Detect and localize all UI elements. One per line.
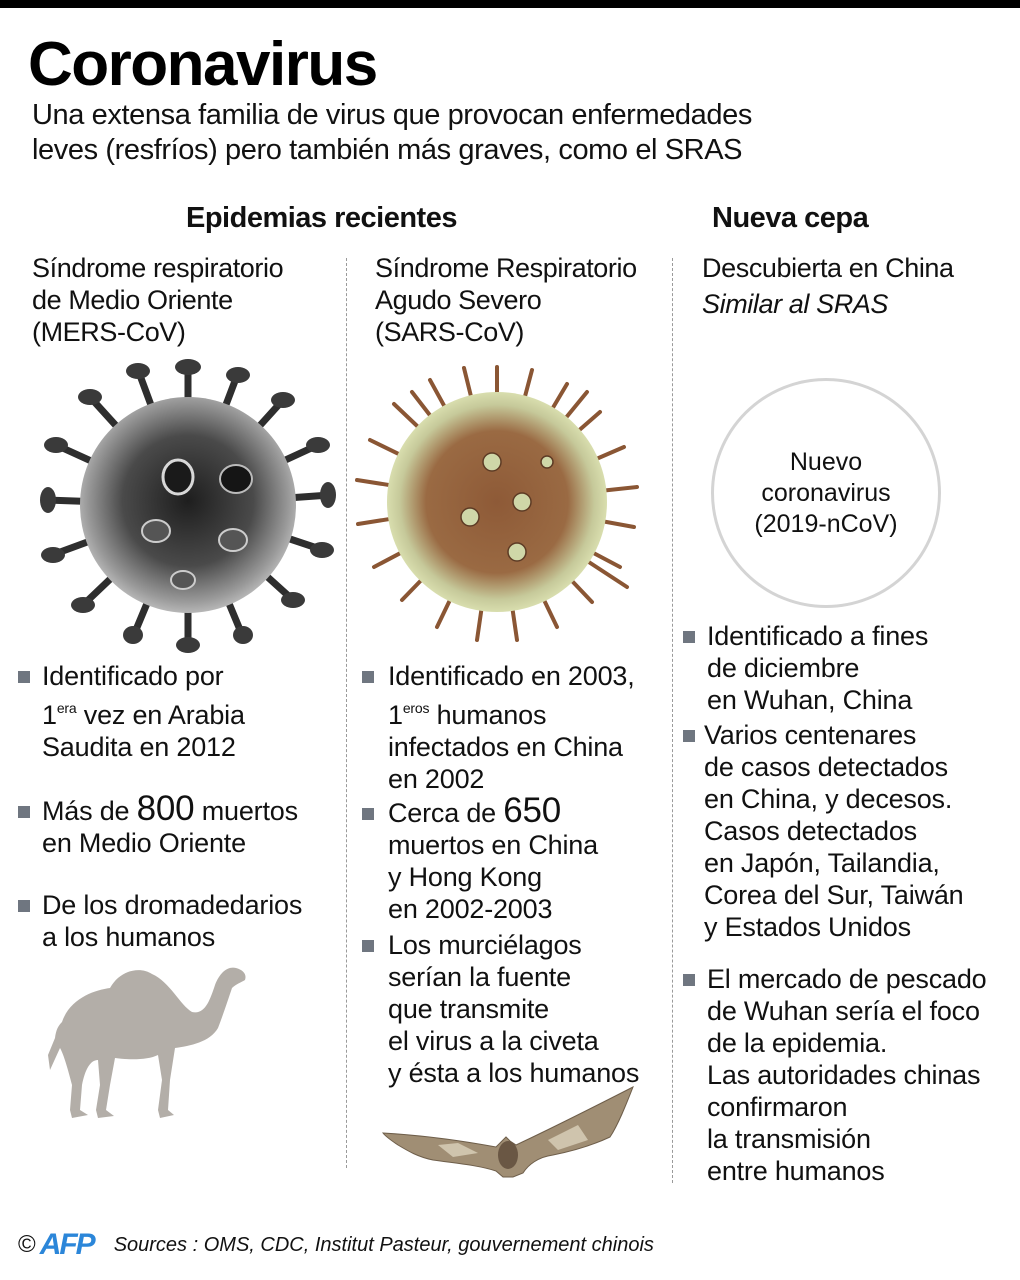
fact-text: Corea del Sur, Taiwán — [704, 880, 964, 910]
list-item — [18, 660, 338, 763]
fact-text: Los murciélagos — [388, 930, 582, 960]
fact-text: Cerca de — [388, 798, 504, 828]
fact-text: Identificado por — [42, 661, 224, 691]
section-heading-recent-epidemics: Epidemias recientes — [186, 202, 457, 234]
column-divider-1 — [346, 258, 347, 1168]
sources-credit: Sources : OMS, CDC, Institut Pasteur, gouvernement chinois — [113, 1233, 654, 1256]
bullet-square-icon — [683, 631, 695, 643]
camel-icon — [40, 960, 250, 1125]
fact-text: Las autoridades chinas — [707, 1060, 981, 1090]
subtitle-line-1: Una extensa familia de virus que provocan enfermedades — [32, 99, 752, 131]
bullet-square-icon — [362, 940, 374, 952]
fact-text: en China, y decesos. — [704, 784, 953, 814]
fact-text: infectados en China — [388, 732, 623, 762]
bullet-square-icon — [683, 730, 695, 742]
fact-text: la transmisión — [707, 1124, 871, 1154]
sars-heading-line: (SARS-CoV) — [375, 317, 525, 347]
new-strain-facts-list — [683, 620, 1013, 1187]
fact-text: y ésta a los humanos — [388, 1058, 640, 1088]
bullet-square-icon — [18, 671, 30, 683]
sars-heading-line: Síndrome Respiratorio — [375, 253, 637, 283]
sars-virus-image — [352, 362, 642, 642]
bullet-square-icon — [362, 808, 374, 820]
fact-text: confirmaron — [707, 1092, 848, 1122]
mers-virus-image — [38, 355, 338, 655]
fact-text: y Estados Unidos — [704, 912, 911, 942]
circle-label-line: (2019-nCoV) — [754, 509, 898, 538]
fact-text: 1 — [388, 700, 403, 730]
fact-text: 1 — [42, 700, 57, 730]
column-divider-2 — [672, 258, 673, 1183]
death-count: 650 — [503, 791, 562, 830]
list-item — [362, 660, 672, 795]
fact-text: en Japón, Tailandia, — [704, 848, 940, 878]
fact-text: serían la fuente — [388, 962, 571, 992]
bullet-square-icon — [18, 806, 30, 818]
bullet-square-icon — [362, 671, 374, 683]
fact-text: en Medio Oriente — [42, 828, 246, 858]
copyright-icon: © — [18, 1231, 36, 1258]
sars-heading — [375, 252, 637, 348]
list-item — [683, 719, 1013, 943]
fact-text: muertos en China — [388, 830, 598, 860]
bullet-square-icon — [18, 900, 30, 912]
fact-text: El mercado de pescado — [707, 964, 987, 994]
mers-facts-list — [18, 660, 338, 953]
top-bar — [0, 0, 1020, 8]
fact-text: Saudita en 2012 — [42, 732, 236, 762]
fact-text: muertos — [194, 796, 298, 826]
list-item — [362, 791, 672, 925]
fact-text: de diciembre — [707, 653, 860, 683]
bat-icon — [378, 1085, 638, 1180]
list-item — [683, 620, 1013, 716]
fact-text: el virus a la civeta — [388, 1026, 599, 1056]
list-item — [18, 789, 338, 859]
fact-text: Identificado a fines — [707, 621, 929, 651]
mers-heading-line: Síndrome respiratorio — [32, 253, 284, 283]
fact-text: Más de — [42, 796, 137, 826]
ordinal-superscript: era — [56, 700, 77, 716]
mers-heading — [32, 252, 283, 348]
page-subtitle — [32, 98, 992, 168]
fact-text: que transmite — [388, 994, 549, 1024]
new-coronavirus-circle — [711, 378, 941, 608]
fact-text: de casos detectados — [704, 752, 948, 782]
circle-label-line: coronavirus — [761, 478, 891, 507]
sars-facts-list — [362, 660, 672, 1089]
footer — [18, 1228, 654, 1262]
page-title: Coronavirus — [28, 30, 377, 99]
fact-text: en 2002-2003 — [388, 894, 553, 924]
fact-text: vez en Arabia — [76, 700, 245, 730]
new-strain-heading — [702, 252, 954, 320]
sars-heading-line: Agudo Severo — [375, 285, 542, 315]
fact-text: a los humanos — [42, 922, 216, 952]
circle-label-line: Nuevo — [789, 447, 863, 476]
fact-text: Casos detectados — [704, 816, 917, 846]
fact-text: de la epidemia. — [707, 1028, 888, 1058]
mers-heading-line: de Medio Oriente — [32, 285, 233, 315]
section-heading-new-strain: Nueva cepa — [712, 202, 869, 234]
list-item — [683, 963, 1013, 1187]
new-strain-heading-line: Descubierta en China — [702, 253, 954, 283]
fact-text: humanos — [429, 700, 547, 730]
fact-text: y Hong Kong — [388, 862, 542, 892]
death-count: 800 — [136, 789, 195, 828]
mers-heading-line: (MERS-CoV) — [32, 317, 186, 347]
new-strain-similar-note: Similar al SRAS — [702, 289, 889, 319]
fact-text: en 2002 — [388, 764, 485, 794]
fact-text: entre humanos — [707, 1156, 885, 1186]
subtitle-line-2: leves (resfríos) pero también más graves, como el SRAS — [32, 134, 743, 166]
fact-text: De los dromadedarios — [42, 890, 303, 920]
fact-text: de Wuhan sería el foco — [707, 996, 980, 1026]
afp-logo: AFP — [39, 1228, 94, 1261]
list-item — [18, 889, 338, 953]
bullet-square-icon — [683, 974, 695, 986]
fact-text: Identificado en 2003, — [388, 661, 635, 691]
fact-text: en Wuhan, China — [707, 685, 913, 715]
list-item — [362, 929, 672, 1089]
fact-text: Varios centenares — [704, 720, 917, 750]
ordinal-superscript: eros — [402, 700, 430, 716]
